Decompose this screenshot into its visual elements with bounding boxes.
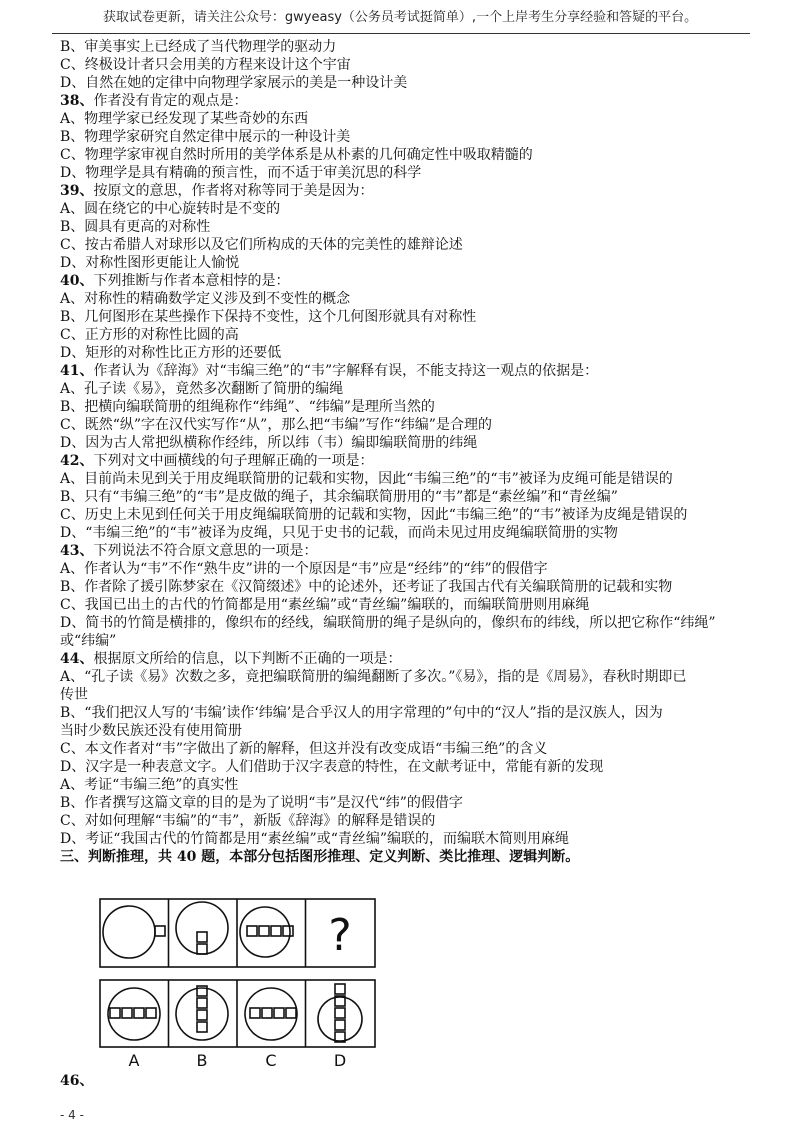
top-cell2-circle bbox=[176, 902, 228, 954]
question-text: 下列对文中画横线的句子理解正确的一项是： bbox=[93, 453, 374, 469]
question-number: 43、 bbox=[60, 543, 94, 559]
text-line bbox=[60, 38, 740, 56]
top-cell1-circle bbox=[103, 906, 155, 958]
option-text: 传世 bbox=[60, 687, 88, 703]
question-stem bbox=[60, 182, 740, 200]
text-line bbox=[60, 344, 740, 362]
question-text: 按原文的意思，作者将对称等同于美是因为： bbox=[93, 183, 374, 199]
option-d-circle bbox=[318, 997, 362, 1041]
option-text: A、对称性的精确数学定义涉及到不变性的概念 bbox=[60, 291, 351, 307]
text-line bbox=[60, 686, 740, 704]
option-text: A、目前尚未见到关于用皮绳联简册的记载和实物，因此“韦编三绝”的“韦”被译为皮绳可能是错误的 bbox=[60, 471, 673, 487]
text-line bbox=[60, 578, 740, 596]
question-stem bbox=[60, 92, 740, 110]
question-number: 40、 bbox=[60, 273, 94, 289]
option-text: B、只有“韦编三绝”的“韦”是皮做的绳子，其余编联简册用的“韦”都是“素丝编”和“青丝编” bbox=[60, 489, 618, 505]
option-text: C、我国已出土的古代的竹简都是用“素丝编”或“青丝编”编联的，而编联简册则用麻绳 bbox=[60, 597, 590, 613]
text-line bbox=[60, 398, 740, 416]
option-label-a: A bbox=[128, 1051, 140, 1070]
option-text: C、本文作者对“韦”字做出了新的解释，但这并没有改变成语“韦编三绝”的含义 bbox=[60, 741, 548, 757]
option-text: C、按古希腊人对球形以及它们所构成的天体的完美性的雄辩论述 bbox=[60, 237, 463, 253]
option-text: B、审美事实上已经成了当代物理学的驱动力 bbox=[60, 39, 337, 55]
question-text: 下列说法不符合原文意思的一项是： bbox=[93, 543, 318, 559]
option-text: B、把横向编联简册的组绳称作“纬绳”、“纬编”是理所当然的 bbox=[60, 399, 435, 415]
text-line bbox=[60, 614, 740, 632]
text-line bbox=[60, 470, 740, 488]
text-line bbox=[60, 434, 740, 452]
question-46-number: 46、 bbox=[60, 1073, 94, 1089]
option-text: B、作者除了援引陈梦家在《汉简缀述》中的论述外，还考证了我国古代有关编联简册的记载和实物 bbox=[60, 579, 673, 595]
option-text: A、圆在绕它的中心旋转时是不变的 bbox=[60, 201, 281, 217]
text-line bbox=[60, 560, 740, 578]
text-line bbox=[60, 722, 740, 740]
text-line bbox=[60, 632, 740, 650]
option-text: 当时少数民族还没有使用简册 bbox=[60, 723, 242, 739]
option-text: A、孔子读《易》，竟然多次翻断了简册的编绳 bbox=[60, 381, 344, 397]
text-line bbox=[60, 218, 740, 236]
option-text: D、汉字是一种表意文字。人们借助于汉字表意的特性，在文献考证中，常能有新的发现 bbox=[60, 759, 604, 775]
text-line bbox=[60, 704, 740, 722]
text-line bbox=[60, 110, 740, 128]
page-number: - 4 - bbox=[60, 1108, 84, 1122]
option-text: C、正方形的对称性比圆的高 bbox=[60, 327, 239, 343]
question-stem bbox=[60, 272, 740, 290]
text-line bbox=[60, 830, 740, 848]
figure-question-46 bbox=[99, 898, 519, 1070]
text-line bbox=[60, 200, 740, 218]
option-text: D、考证“我国古代的竹简都是用“素丝编”或“青丝编”编联的，而编联木简则用麻绳 bbox=[60, 831, 570, 847]
text-line bbox=[60, 488, 740, 506]
figure-svg bbox=[99, 898, 519, 1070]
option-text: C、既然“纵”字在汉代实写作“从”，那么把“韦编”写作“纬编”是合理的 bbox=[60, 417, 492, 433]
header-divider bbox=[52, 33, 750, 34]
text-line bbox=[60, 758, 740, 776]
option-text: A、“孔子读《易》次数之多，竟把编联简册的编绳翻断了多次。”《易》，指的是《周易》，春秋时期即已 bbox=[60, 669, 687, 685]
text-line bbox=[60, 668, 740, 686]
option-label-b: B bbox=[196, 1051, 208, 1070]
option-text: D、自然在她的定律中向物理学家展示的美是一种设计美 bbox=[60, 75, 408, 91]
text-line bbox=[60, 812, 740, 830]
section-title: 三、判断推理，共 40 题，本部分包括图形推理、定义判断、类比推理、逻辑判断。 bbox=[60, 849, 580, 865]
option-text: A、作者认为“韦”不作“熟牛皮”讲的一个原因是“韦”应是“经纬”的“纬”的假借字 bbox=[60, 561, 548, 577]
option-text: A、考证“韦编三绝”的真实性 bbox=[60, 777, 239, 793]
text-line bbox=[60, 596, 740, 614]
option-text: B、圆具有更高的对称性 bbox=[60, 219, 211, 235]
question-stem bbox=[60, 362, 740, 380]
question-number: 38、 bbox=[60, 93, 94, 109]
option-text: C、历史上未见到任何关于用皮绳编联简册的记载和实物，因此“韦编三绝”的“韦”被译为皮绳是错误的 bbox=[60, 507, 688, 523]
option-text: D、物理学是具有精确的预言性，而不适于审美沉思的科学 bbox=[60, 165, 422, 181]
text-line bbox=[60, 74, 740, 92]
text-line bbox=[60, 326, 740, 344]
option-text: A、物理学家已经发现了某些奇妙的东西 bbox=[60, 111, 309, 127]
option-text: C、物理学家审视自然时所用的美学体系是从朴素的几何确定性中吸取精髓的 bbox=[60, 147, 533, 163]
top-cell1-square bbox=[155, 926, 165, 936]
page-header: 获取试卷更新，请关注公众号：gwyeasy（公务员考试挺简单）,一个上岸考生分享经验和答疑的平台。 bbox=[102, 10, 698, 25]
option-text: D、简书的竹简是横排的，像织布的经线，编联简册的绳子是纵向的，像织布的纬线，所以把它称作“纬绳” bbox=[60, 615, 716, 631]
text-line bbox=[60, 416, 740, 434]
option-text: C、终极设计者只会用美的方程来设计这个宇宙 bbox=[60, 57, 351, 73]
question-text: 根据原文所给的信息，以下判断不正确的一项是： bbox=[93, 651, 402, 667]
text-line bbox=[60, 290, 740, 308]
text-line bbox=[60, 56, 740, 74]
text-line bbox=[60, 380, 740, 398]
question-stem bbox=[60, 650, 740, 668]
option-label-c: C bbox=[265, 1051, 277, 1070]
option-text: 或“纬编” bbox=[60, 633, 117, 649]
option-text: D、矩形的对称性比正方形的还要低 bbox=[60, 345, 282, 361]
option-text: D、“韦编三绝”的“韦”被译为皮绳，只见于史书的记载，而尚未见过用皮绳编联简册的实物 bbox=[60, 525, 618, 541]
question-number: 44、 bbox=[60, 651, 94, 667]
option-text: B、作者撰写这篇文章的目的是为了说明“韦”是汉代“纬”的假借字 bbox=[60, 795, 463, 811]
text-line bbox=[60, 146, 740, 164]
question-number: 39、 bbox=[60, 183, 94, 199]
option-text: B、几何图形在某些操作下保持不变性，这个几何图形就具有对称性 bbox=[60, 309, 477, 325]
option-label-d: D bbox=[333, 1051, 347, 1070]
option-text: B、物理学家研究自然定律中展示的一种设计美 bbox=[60, 129, 351, 145]
question-mark: ? bbox=[328, 910, 352, 961]
text-line bbox=[60, 506, 740, 524]
question-stem bbox=[60, 542, 740, 560]
option-text: D、对称性图形更能让人愉悦 bbox=[60, 255, 240, 271]
text-line bbox=[60, 254, 740, 272]
option-text: B、“我们把汉人写的‘韦编’读作‘纬编’是合乎汉人的用字常理的”句中的“汉人”指的是汉族人，因为 bbox=[60, 705, 663, 721]
question-stem bbox=[60, 452, 740, 470]
option-text: C、对如何理解“韦编”的“韦”，新版《辞海》的解释是错误的 bbox=[60, 813, 436, 829]
question-number: 41、 bbox=[60, 363, 94, 379]
document-body bbox=[60, 38, 740, 866]
question-text: 下列推断与作者本意相悖的是： bbox=[93, 273, 290, 289]
text-line bbox=[60, 308, 740, 326]
text-line bbox=[60, 128, 740, 146]
question-number: 42、 bbox=[60, 453, 94, 469]
text-line bbox=[60, 164, 740, 182]
option-text: D、因为古人常把纵横称作经纬，所以纬（韦）编即编联简册的纬绳 bbox=[60, 435, 478, 451]
option-c-circle bbox=[245, 988, 297, 1040]
text-line bbox=[60, 794, 740, 812]
text-line bbox=[60, 524, 740, 542]
question-text: 作者没有肯定的观点是： bbox=[93, 93, 248, 109]
text-line bbox=[60, 776, 740, 794]
text-line bbox=[60, 740, 740, 758]
text-line bbox=[60, 236, 740, 254]
question-text: 作者认为《辞海》对“韦编三绝”的“韦”字解释有误，不能支持这一观点的依据是： bbox=[93, 363, 599, 379]
